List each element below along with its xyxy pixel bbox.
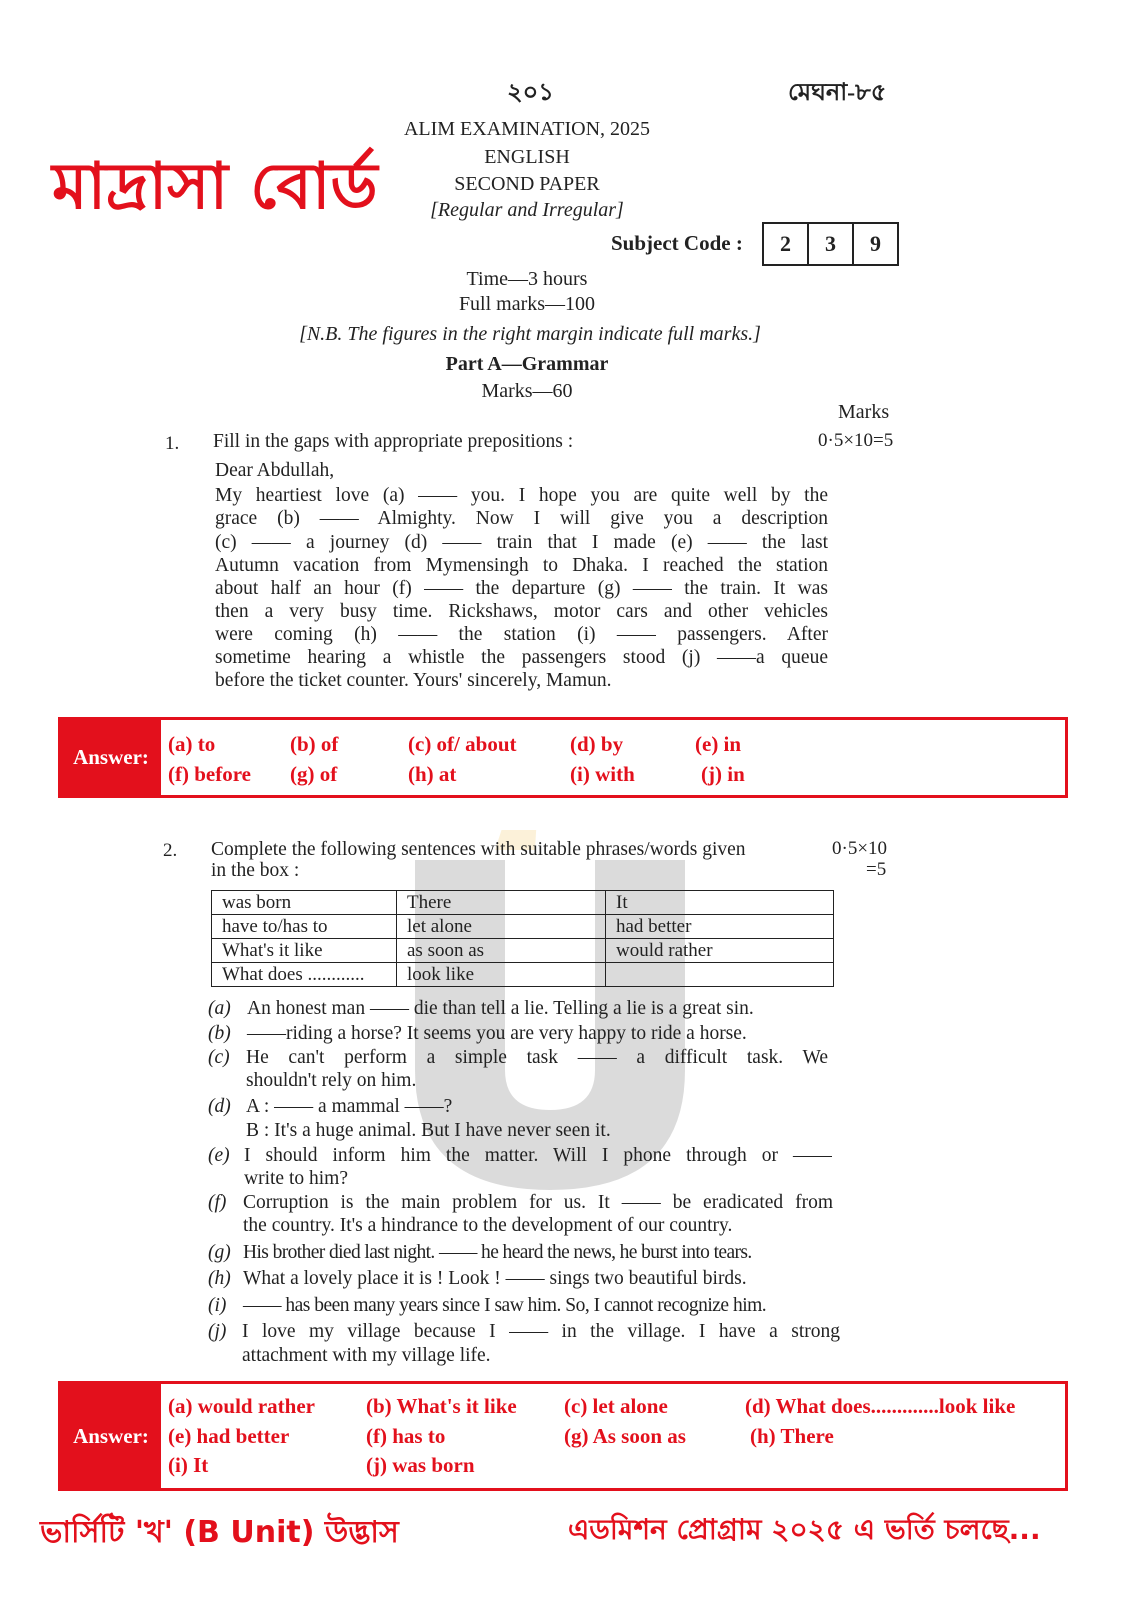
answer-item: (h) at bbox=[408, 762, 457, 786]
q1-line: (c) —— a journey (d) —— train that I made (e) —— the last bbox=[215, 532, 828, 553]
answer-item: (c) of/ about bbox=[408, 732, 517, 756]
word-box-row bbox=[212, 915, 834, 939]
subject-code-label: Subject Code : bbox=[611, 231, 743, 255]
paper-title: SECOND PAPER bbox=[454, 173, 600, 195]
answer-item: (j) was born bbox=[366, 1453, 475, 1477]
q1-line: grace (b) —— Almighty. Now I will give you a description bbox=[215, 508, 828, 529]
answer-item: (e) in bbox=[695, 732, 742, 756]
subject-title: ENGLISH bbox=[484, 146, 570, 168]
word-box-cell: had better bbox=[606, 915, 834, 939]
item-text: I should inform him the matter. Will I phone through or —— bbox=[244, 1145, 832, 1166]
item-label: (f) bbox=[208, 1192, 227, 1213]
answer-item: (b) of bbox=[290, 732, 339, 756]
word-box-cell: let alone bbox=[397, 915, 606, 939]
q1-number: 1. bbox=[165, 433, 180, 454]
answer-item: (i) with bbox=[570, 762, 635, 786]
item-text: A : —— a mammal ——? bbox=[246, 1096, 453, 1117]
item-label: (i) bbox=[208, 1295, 227, 1316]
item-label: (b) bbox=[208, 1023, 231, 1044]
item-text: He can't perform a simple task —— a difficult task. We bbox=[246, 1047, 828, 1068]
marks-heading: Marks bbox=[838, 401, 890, 423]
board-banner: মাদ্রাসা বোর্ড bbox=[52, 150, 378, 224]
word-box-cell: look like bbox=[397, 963, 606, 987]
q1-line: about half an hour (f) —— the departure (g) —— the train. It was bbox=[215, 578, 828, 599]
item-text: What a lovely place it is ! Look ! —— sings two beautiful birds. bbox=[243, 1268, 747, 1289]
answer-item: (j) in bbox=[701, 762, 745, 786]
answer-item: (g) As soon as bbox=[564, 1424, 686, 1448]
q1-line: Autumn vacation from Mymensingh to Dhaka. I reached the station bbox=[215, 555, 828, 576]
answer-item: (d) by bbox=[570, 732, 624, 756]
word-box-cell: What does ............ bbox=[212, 963, 397, 987]
q1-line: before the ticket counter. Yours' sincerely, Mamun. bbox=[215, 670, 612, 691]
word-box-cell: as soon as bbox=[397, 939, 606, 963]
item-label: (e) bbox=[208, 1145, 230, 1166]
answer-item: (i) It bbox=[168, 1453, 209, 1477]
word-box bbox=[211, 890, 834, 987]
part-heading: Part A—Grammar bbox=[445, 353, 609, 375]
answer-item: (a) would rather bbox=[168, 1394, 315, 1418]
item-text: B : It's a huge animal. But I have never seen it. bbox=[246, 1120, 611, 1141]
word-box-row bbox=[212, 963, 834, 987]
subject-code-boxes bbox=[762, 222, 899, 266]
answer-label: Answer: bbox=[61, 720, 161, 795]
item-text: —— has been many years since I saw him. So, I cannot recognize him. bbox=[243, 1295, 767, 1316]
word-box-cell: was born bbox=[212, 891, 397, 915]
q1-line: sometime hearing a whistle the passengers stood (j) ——a queue bbox=[215, 647, 828, 668]
time: Time—3 hours bbox=[466, 268, 588, 290]
q1-answer-box bbox=[58, 717, 1068, 798]
answer-item: (a) to bbox=[168, 732, 216, 756]
answer-label: Answer: bbox=[61, 1384, 161, 1488]
word-box-row bbox=[212, 939, 834, 963]
subject-code-digit: 3 bbox=[807, 224, 852, 264]
item-text: attachment with my village life. bbox=[242, 1345, 491, 1366]
word-box-cell: would rather bbox=[606, 939, 834, 963]
answer-item: (f) before bbox=[168, 762, 251, 786]
q2-marks: 0·5×10 bbox=[832, 838, 888, 859]
item-text: the country. It's a hindrance to the development of our country. bbox=[243, 1215, 733, 1236]
item-text: His brother died last night. —— he heard the news, he burst into tears. bbox=[243, 1242, 752, 1263]
q2-instruction: Complete the following sentences with suitable phrases/words given bbox=[211, 839, 746, 860]
q1-line: were coming (h) —— the station (i) —— passengers. After bbox=[215, 624, 828, 645]
item-text: Corruption is the main problem for us. It —— be eradicated from bbox=[243, 1192, 833, 1213]
item-text: I love my village because I —— in the village. I have a strong bbox=[242, 1321, 840, 1342]
item-label: (g) bbox=[208, 1242, 231, 1263]
q2-number: 2. bbox=[163, 840, 178, 861]
q1-instruction: Fill in the gaps with appropriate prepositions : bbox=[213, 431, 574, 452]
note: [N.B. The figures in the right margin indicate full marks.] bbox=[299, 323, 761, 345]
answer-item: (b) What's it like bbox=[366, 1394, 517, 1418]
item-label: (h) bbox=[208, 1268, 231, 1289]
item-label: (c) bbox=[208, 1047, 230, 1068]
footer-left-promo: ভার্সিটি 'খ' (B Unit) উদ্ভাস bbox=[40, 1515, 399, 1550]
item-label: (a) bbox=[208, 998, 231, 1019]
answer-item: (f) has to bbox=[366, 1424, 446, 1448]
q2-marks: =5 bbox=[866, 859, 887, 880]
item-text: write to him? bbox=[244, 1168, 348, 1189]
subject-code-digit: 9 bbox=[852, 224, 897, 264]
item-text: An honest man —— die than tell a lie. Telling a lie is a great sin. bbox=[247, 998, 754, 1019]
word-box-row bbox=[212, 891, 834, 915]
word-box-cell bbox=[606, 963, 834, 987]
footer-right-promo: এডমিশন প্রোগ্রাম ২০২৫ এ ভর্তি চলছে... bbox=[568, 1513, 1041, 1546]
full-marks: Full marks—100 bbox=[458, 293, 596, 315]
item-text: ——riding a horse? It seems you are very happy to ride a horse. bbox=[247, 1023, 747, 1044]
q2-answer-box bbox=[58, 1381, 1068, 1491]
word-box-cell: have to/has to bbox=[212, 915, 397, 939]
answer-item: (d) What does.............look like bbox=[745, 1394, 1016, 1418]
exam-type: [Regular and Irregular] bbox=[430, 199, 624, 221]
item-text: shouldn't rely on him. bbox=[246, 1070, 417, 1091]
word-box-cell: It bbox=[606, 891, 834, 915]
q2-instruction: in the box : bbox=[211, 860, 300, 881]
q1-line: My heartiest love (a) —— you. I hope you are quite well by the bbox=[215, 485, 828, 506]
q1-marks: 0·5×10=5 bbox=[818, 430, 894, 451]
word-box-cell: There bbox=[397, 891, 606, 915]
item-label: (d) bbox=[208, 1096, 231, 1117]
answer-item: (e) had better bbox=[168, 1424, 290, 1448]
item-label: (j) bbox=[208, 1321, 227, 1342]
answer-item: (g) of bbox=[290, 762, 338, 786]
q1-line: Dear Abdullah, bbox=[215, 460, 335, 481]
answer-item: (c) let alone bbox=[564, 1394, 668, 1418]
part-marks: Marks—60 bbox=[481, 380, 573, 402]
set-name: মেঘনা-৮৫ bbox=[788, 80, 887, 106]
subject-code-digit: 2 bbox=[780, 231, 791, 256]
word-box-cell: What's it like bbox=[212, 939, 397, 963]
page-code: ২০১ bbox=[507, 80, 554, 106]
q1-line: then a very busy time. Rickshaws, motor cars and other vehicles bbox=[215, 601, 828, 622]
exam-title: ALIM EXAMINATION, 2025 bbox=[403, 118, 651, 140]
answer-item: (h) There bbox=[750, 1424, 834, 1448]
